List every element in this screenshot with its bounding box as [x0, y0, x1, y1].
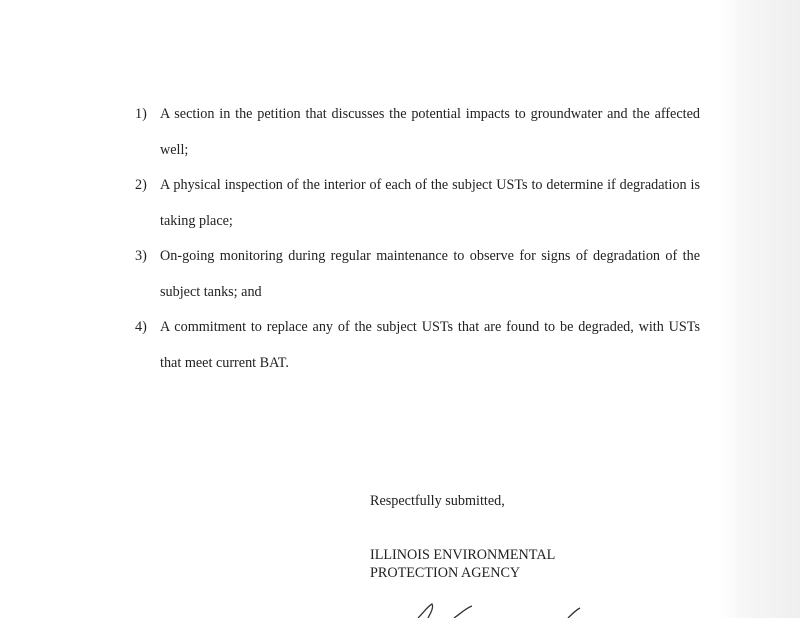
list-item — [134, 239, 700, 310]
list-item-number: 4) — [135, 319, 147, 335]
list-item-number: 2) — [135, 177, 147, 193]
list-item-number: 3) — [135, 248, 147, 264]
handwritten-signature — [410, 602, 600, 618]
list-item-text: A physical inspection of the interior of each of the subject USTs to determine if degradation is taking place; — [160, 177, 700, 229]
agency-name-line-2: PROTECTION AGENCY — [370, 565, 521, 581]
conditions-list — [134, 97, 700, 381]
scan-edge-shadow — [720, 0, 800, 618]
list-item — [134, 97, 700, 168]
agency-name-line-1: ILLINOIS ENVIRONMENTAL — [370, 547, 556, 563]
list-item-text: On-going monitoring during regular maintenance to observe for signs of degradation of the subject tanks; and — [160, 248, 700, 300]
list-item — [134, 168, 700, 239]
list-item-text: A commitment to replace any of the subject USTs that are found to be degraded, with USTs that meet current BAT. — [160, 319, 700, 371]
salutation: Respectfully submitted, — [370, 493, 505, 509]
list-item-text: A section in the petition that discusses the potential impacts to groundwater and the affected well; — [160, 106, 700, 158]
signature-block — [370, 492, 555, 582]
list-item-number: 1) — [135, 106, 147, 122]
list-item — [134, 310, 700, 381]
